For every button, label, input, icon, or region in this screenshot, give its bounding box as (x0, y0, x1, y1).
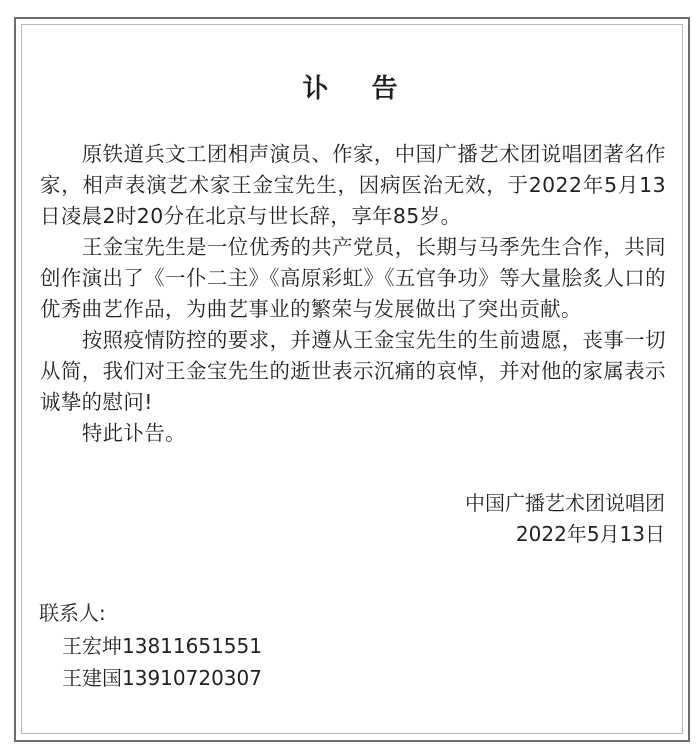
contacts-label: 联系人: (39, 601, 106, 625)
contacts-section (39, 597, 262, 695)
contact-name: 王建国 (62, 666, 122, 690)
contact-item (39, 630, 262, 663)
signature-organization: 中国广播艺术团说唱团 (465, 491, 665, 515)
signature-block (465, 488, 665, 550)
paragraph-career-tribute: 王金宝先生是一位优秀的共产党员，长期与马季先生合作，共同创作演出了《一仆二主》《高原彩虹》《五官争功》等大量脍炙人口的优秀曲艺作品，为曲艺事业的繁荣与发展做出了突出贡献。 (40, 235, 666, 321)
contact-name: 王宏坤 (62, 633, 122, 658)
title-char-1: 讣 (302, 74, 329, 104)
notice-title (0, 72, 700, 106)
paragraph-closing: 特此讣告。 (81, 421, 187, 445)
paragraph-death-announcement: 原铁道兵文工团相声演员、作家，中国广播艺术团说唱团著名作家，相声表演艺术家王金宝先生，因病医治无效，于2022年5月13日凌晨2时20分在北京与世长辞，享年85岁。 (40, 142, 666, 228)
paragraph-funeral-arrangements: 按照疫情防控的要求，并遵从王金宝先生的生前遗愿，丧事一切从简，我们对王金宝先生的逝世表示沉痛的哀悼，并对他的家属表示诚挚的慰问! (40, 328, 666, 414)
notice-body (40, 139, 666, 449)
signature-date: 2022年5月13日 (515, 522, 665, 546)
title-char-2: 告 (371, 74, 398, 104)
contact-phone: 13811651551 (122, 633, 262, 658)
contact-item (39, 662, 262, 695)
contact-phone: 13910720307 (122, 666, 262, 690)
